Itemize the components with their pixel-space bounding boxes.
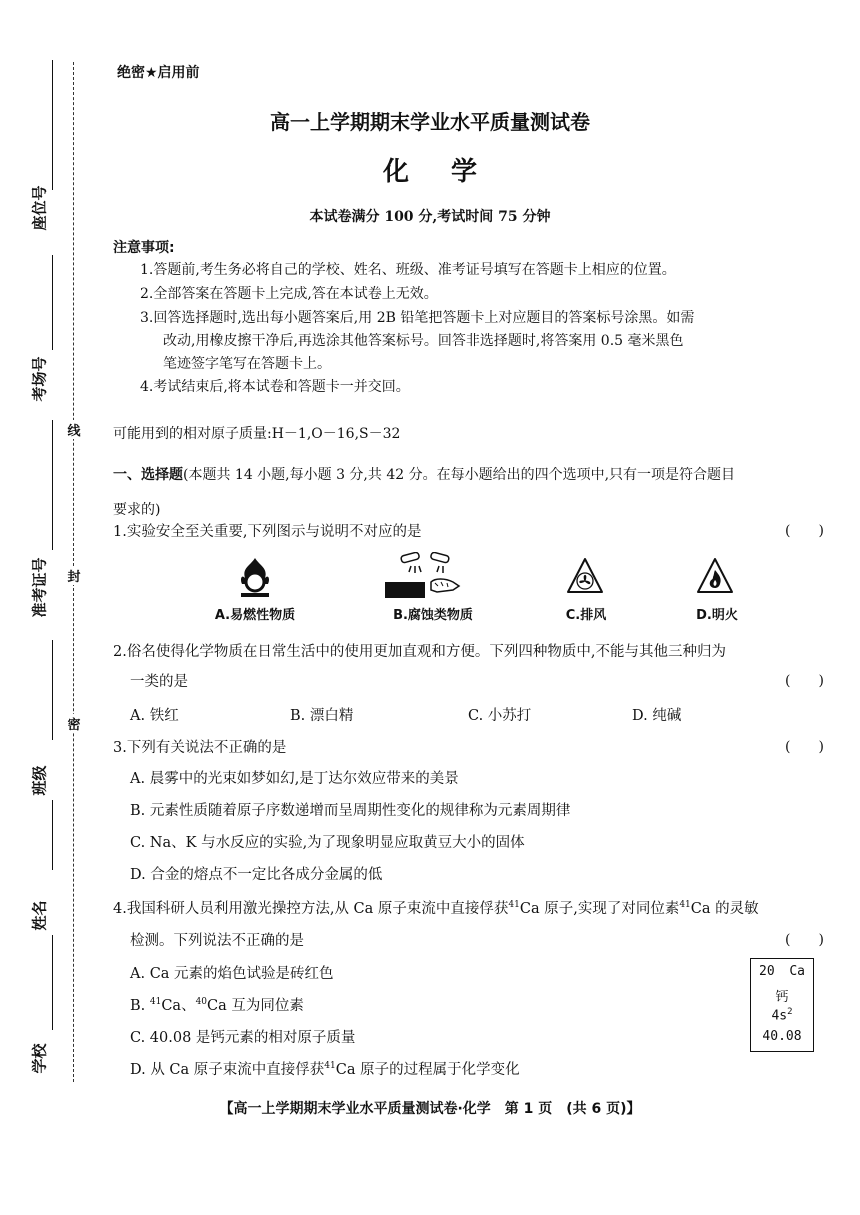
- atomic-mass-info: 可能用到的相对原子质量:H－1,O－16,S－32: [113, 426, 401, 442]
- section-title: 一、选择题: [113, 467, 183, 483]
- question-3: [113, 736, 833, 757]
- question-2-cont: [130, 670, 730, 691]
- mass-number-sup: 41: [679, 900, 691, 911]
- question-stem-part: Ca 原子,实现了对同位素: [519, 901, 680, 917]
- seat-number-label: 座位号: [30, 185, 49, 231]
- mass-number-sup: 41: [149, 997, 162, 1008]
- q2-option-b: B. 漂白精: [290, 708, 354, 724]
- question-stem-cont: 检测。下列说法不正确的是: [130, 933, 304, 949]
- q1-option-b: B.腐蚀类物质: [393, 608, 473, 623]
- question-4: [113, 897, 833, 918]
- electron-config: [751, 1007, 813, 1023]
- subject-title: 化学: [382, 157, 519, 187]
- question-1: [113, 520, 833, 541]
- option-text: Ca、: [161, 998, 196, 1014]
- confidential-label: 绝密★启用前: [117, 65, 200, 81]
- exam-room-label: 考场号: [30, 356, 49, 402]
- notice-item-1: 1.答题前,考生务必将自己的学校、姓名、班级、准考证号填写在答题卡上相应的位置。: [140, 262, 676, 278]
- element-name: 钙: [775, 990, 789, 1005]
- answer-paren-2: ( ): [785, 673, 824, 689]
- page-footer: 【高一上学期期末学业水平质量测试卷·化学 第 1 页 (共 6 页)】: [219, 1101, 641, 1117]
- corrosive-hazard-icon: [383, 552, 463, 600]
- exam-meta: 本试卷满分 100 分,考试时间 75 分钟: [309, 209, 551, 225]
- open-flame-icon: [696, 556, 734, 598]
- mass-number-sup: 41: [324, 1061, 336, 1072]
- question-2: [113, 640, 833, 661]
- oxidizer-flame-icon: [238, 556, 272, 598]
- q4-option-d: [130, 1058, 520, 1079]
- seal-char-secret: 密: [64, 714, 84, 733]
- question-stem-part: Ca 的灵敏: [690, 901, 759, 917]
- q1-option-c: C.排风: [565, 608, 607, 623]
- q2-option-a: A. 铁红: [130, 708, 179, 724]
- config-text: 4s: [771, 1008, 788, 1024]
- admission-number-label: 准考证号: [30, 557, 49, 618]
- option-text: D. 从 Ca 原子束流中直接俘获: [130, 1062, 325, 1078]
- school-label: 学校: [30, 1043, 49, 1074]
- q3-option-a: A. 晨雾中的光束如梦如幻,是丁达尔效应带来的美景: [130, 771, 459, 787]
- answer-paren-1: ( ): [785, 523, 824, 539]
- seal-char-seal: 封: [64, 566, 84, 585]
- q2-option-d: D. 纯碱: [632, 708, 682, 724]
- option-text: Ca 互为同位素: [207, 998, 304, 1014]
- section-description: (本题共 14 小题,每小题 3 分,共 42 分。在每小题给出的四个选项中,只有一项是符合题目: [183, 467, 736, 483]
- answer-paren-3: ( ): [785, 739, 824, 755]
- q1-option-d: D.明火: [696, 608, 738, 623]
- q4-option-a: A. Ca 元素的焰色试验是砖红色: [130, 966, 334, 982]
- notice-heading: 注意事项:: [113, 240, 175, 256]
- atomic-mass: 40.08: [762, 1029, 802, 1044]
- class-label: 班级: [30, 765, 49, 796]
- seal-char-line: 线: [64, 420, 84, 439]
- name-line: [52, 800, 53, 870]
- q2-option-c: C. 小苏打: [468, 708, 532, 724]
- answer-paren-4: ( ): [785, 932, 824, 948]
- option-text: Ca 原子的过程属于化学变化: [335, 1062, 520, 1078]
- question-stem: 2.俗名使得化学物质在日常生活中的使用更加直观和方便。下列四种物质中,不能与其他三种归为: [113, 644, 726, 660]
- question-stem-cont: 一类的是: [130, 674, 188, 690]
- q1-option-a: A.易燃性物质: [214, 608, 296, 623]
- q4-option-b: [130, 994, 304, 1015]
- question-stem: 1.实验安全至关重要,下列图示与说明不对应的是: [113, 524, 422, 540]
- notice-item-4: 4.考试结束后,将本试卷和答题卡一并交回。: [140, 379, 410, 395]
- periodic-element-box: [750, 958, 814, 1052]
- section-description-cont: 要求的): [113, 502, 161, 518]
- class-line: [52, 640, 53, 740]
- element-symbol: Ca: [789, 964, 805, 979]
- option-prefix: B.: [130, 998, 150, 1014]
- section-heading: [113, 458, 833, 528]
- question-stem: 4.我国科研人员利用激光操控方法,从 Ca 原子束流中直接俘获: [113, 901, 509, 917]
- mass-number-sup: 41: [508, 900, 520, 911]
- mass-number-sup: 40: [195, 997, 208, 1008]
- q4-option-c: C. 40.08 是钙元素的相对原子质量: [130, 1030, 356, 1046]
- exhaust-fan-icon: [566, 556, 604, 598]
- notice-item-3: 3.回答选择题时,选出每小题答案后,用 2B 铅笔把答题卡上对应题目的答案标号涂黑。如需: [140, 310, 695, 326]
- name-label: 姓名: [30, 900, 49, 931]
- school-line: [52, 935, 53, 1030]
- notice-item-3-cont: 改动,用橡皮擦干净后,再选涂其他答案标号。回答非选择题时,将答案用 0.5 毫米黑色: [163, 333, 684, 349]
- config-sup: 2: [787, 1007, 793, 1017]
- exam-title: 高一上学期期末学业水平质量测试卷: [270, 110, 590, 134]
- atomic-number: 20: [759, 964, 775, 979]
- q3-option-d: D. 合金的熔点不一定比各成分金属的低: [130, 867, 383, 883]
- admission-number-line: [52, 420, 53, 550]
- notice-item-3-cont2: 笔迹签字笔写在答题卡上。: [163, 356, 331, 372]
- q3-option-c: C. Na、K 与水反应的实验,为了现象明显应取黄豆大小的固体: [130, 835, 525, 851]
- question-4-cont: [130, 929, 730, 950]
- q3-option-b: B. 元素性质随着原子序数递增而呈周期性变化的规律称为元素周期律: [130, 803, 571, 819]
- question-stem: 3.下列有关说法不正确的是: [113, 740, 287, 756]
- notice-item-2: 2.全部答案在答题卡上完成,答在本试卷上无效。: [140, 286, 438, 302]
- exam-room-line: [52, 255, 53, 350]
